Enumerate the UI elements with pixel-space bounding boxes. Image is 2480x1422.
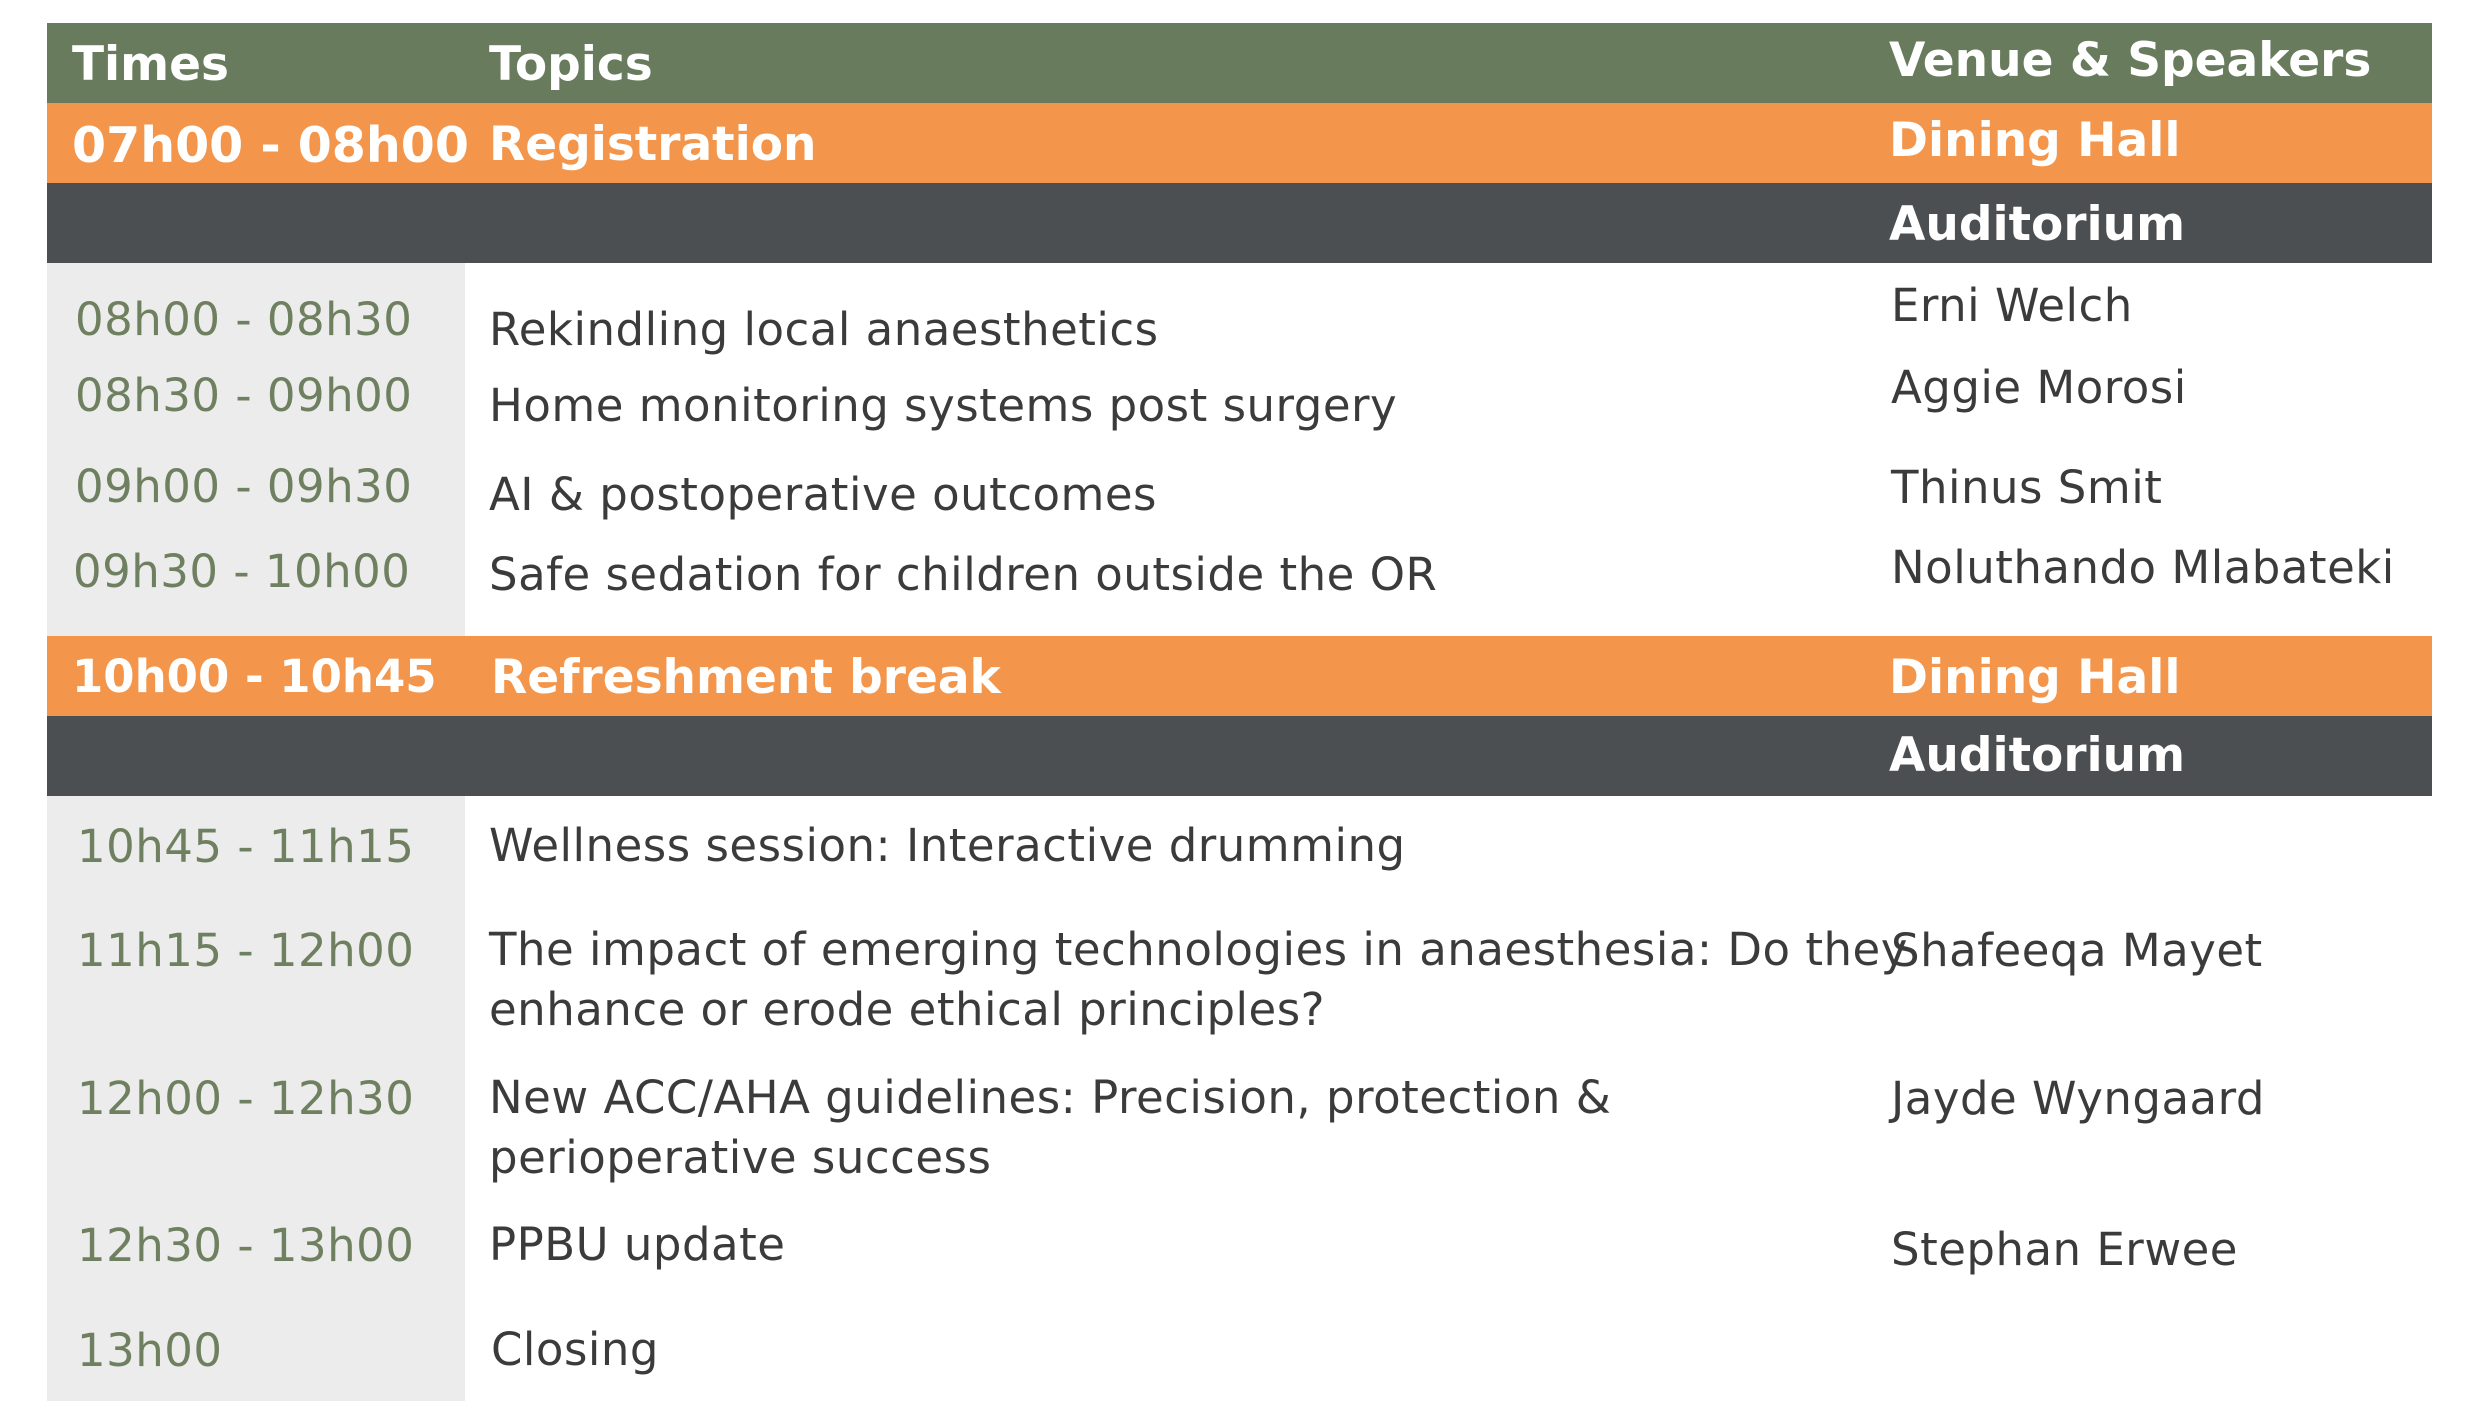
table-row [47, 1046, 2432, 1186]
table-row [47, 1298, 2432, 1398]
band-topic: Registration [489, 117, 817, 172]
session-speaker: Shafeeqa Mayet [1891, 924, 2263, 977]
auditorium-band [47, 716, 2432, 796]
band-venue: Dining Hall [1889, 113, 2181, 168]
session-speaker: Noluthando Mlabateki [1891, 541, 2395, 594]
session-speaker: Jayde Wyngaard [1891, 1072, 2265, 1125]
auditorium-band [47, 183, 2432, 263]
session-time: 11h15 - 12h00 [77, 924, 415, 977]
session-topic: The impact of emerging technologies in anaesthesia: Do they enhance or erode ethical principles? [489, 923, 1908, 1036]
table-row [47, 900, 2432, 1040]
session-time: 08h30 - 09h00 [75, 369, 413, 422]
session-time: 12h00 - 12h30 [77, 1072, 415, 1125]
band-venue: Auditorium [1889, 728, 2186, 783]
header-times: Times [72, 37, 229, 92]
session-time: 08h00 - 08h30 [75, 293, 413, 346]
refreshment-band [47, 636, 2432, 716]
session-time: 09h00 - 09h30 [75, 460, 413, 513]
session-time: 13h00 [77, 1324, 223, 1377]
table-row [47, 343, 2432, 432]
band-topic: Refreshment break [491, 650, 1001, 705]
table-row [47, 433, 2432, 521]
table-header-row [47, 23, 2432, 103]
session-topic: Closing [491, 1323, 659, 1376]
session-time: 12h30 - 13h00 [77, 1219, 415, 1272]
table-row [47, 1193, 2432, 1293]
table-row [47, 796, 2432, 896]
registration-band [47, 103, 2432, 183]
table-row [47, 263, 2432, 356]
programme-table [47, 23, 2432, 1379]
session-topic: PPBU update [489, 1218, 786, 1271]
band-venue: Auditorium [1889, 197, 2186, 252]
header-topics: Topics [489, 37, 653, 92]
session-topic: AI & postoperative outcomes [489, 468, 1157, 521]
session-speaker: Thinus Smit [1891, 461, 2163, 514]
header-venue-speakers: Venue & Speakers [1889, 33, 2372, 88]
session-topic: Safe sedation for children outside the OR [489, 548, 1438, 601]
session-speaker: Stephan Erwee [1891, 1223, 2238, 1276]
session-topic: Home monitoring systems post surgery [489, 379, 1398, 432]
session-time: 10h45 - 11h15 [77, 820, 415, 873]
session-topic: Rekindling local anaesthetics [489, 303, 1159, 356]
band-venue: Dining Hall [1889, 650, 2181, 705]
session-time: 09h30 - 10h00 [73, 545, 411, 598]
table-row [47, 513, 2432, 603]
session-topic: New ACC/AHA guidelines: Precision, protection & perioperative success [489, 1071, 1612, 1184]
session-speaker: Aggie Morosi [1891, 361, 2187, 414]
band-time: 07h00 - 08h00 [72, 117, 469, 174]
session-topic: Wellness session: Interactive drumming [489, 819, 1406, 872]
session-speaker: Erni Welch [1891, 279, 2133, 332]
band-time: 10h00 - 10h45 [72, 650, 437, 703]
